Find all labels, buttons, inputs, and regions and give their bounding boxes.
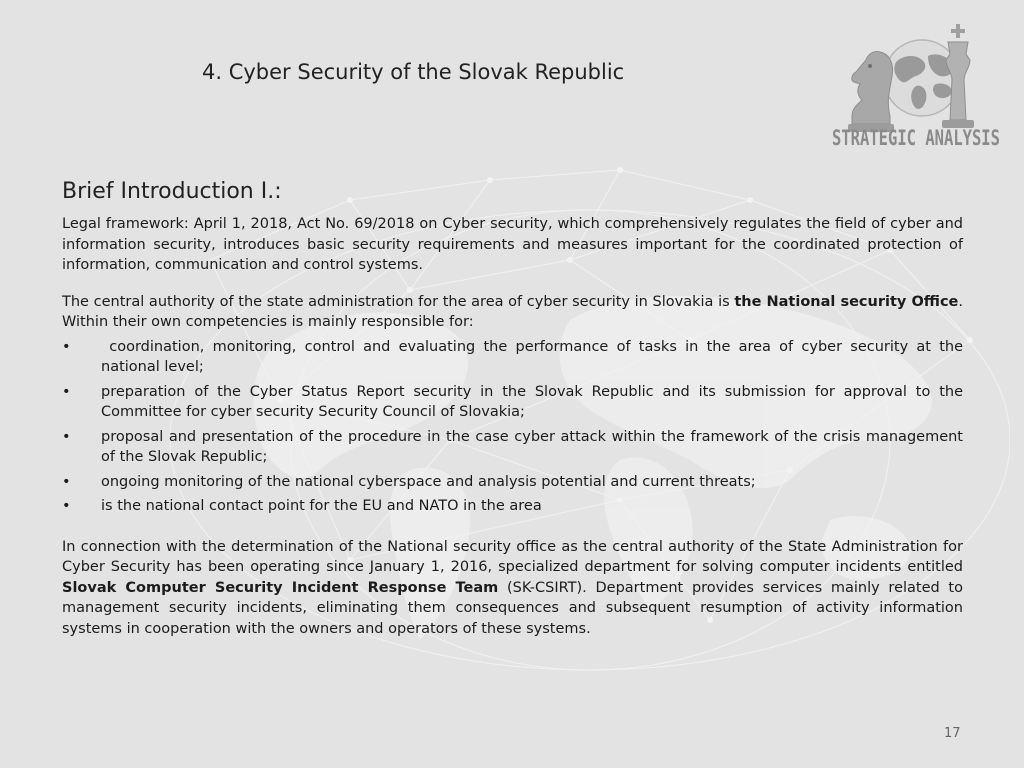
page-number: 17 [944,726,961,741]
sk-csirt-text: In connection with the determination of the National security office as the central authority of the State Administration for Cyber Security has been operating since January 1, 2016, specialized department for solving computer incidents entitled [62,538,963,575]
responsibilities-list [62,337,968,517]
list-item-text: coordination, monitoring, control and evaluating the performance of tasks in the area of cyber security at the national level; [101,338,968,375]
sk-csirt-paragraph [62,537,963,640]
slide-content [62,176,968,639]
legal-framework-paragraph: Legal framework: April 1, 2018, Act No. 69/2018 on Cyber security, which comprehensively regulates the field of cyber and information security, introduces basic security requirements and measures important for the coordinated protection of information, communication and control systems. [62,216,963,273]
spacer [62,276,963,292]
logo-text: STRATEGIC ANALYSIS [832,126,1000,151]
bullet-icon: • [62,428,71,445]
list-item [62,427,963,468]
slide-title: 4. Cyber Security of the Slovak Republic [202,60,625,84]
list-item-text: proposal and presentation of the procedure in the case cyber attack within the framework of the crisis management of the Slovak Republic; [101,428,963,465]
list-item [62,382,963,423]
spacer [62,521,963,537]
bullet-icon: • [62,473,71,490]
bullet-icon: • [62,498,71,514]
list-item-text: is the national contact point for the EU and NATO in the area [101,498,542,514]
central-authority-paragraph [62,292,963,333]
bullet-icon: • [62,383,71,400]
sk-csirt-bold: Slovak Computer Security Incident Response Team [62,579,499,596]
list-item [62,472,963,493]
section-heading: Brief Introduction I.: [62,179,282,204]
list-item-text: preparation of the Cyber Status Report security in the Slovak Republic and its submission for approval to the Committee for cyber security Security Council of Slovakia; [101,383,963,420]
sk-csirt-text-end: (SK-CSIRT). Department provides services mainly related to management security incidents, eliminating them consequences and subsequent resumption of activity information systems in cooperation with the owners and operators of these systems. [62,579,963,637]
bullet-icon: • [62,338,71,355]
list-item [62,496,963,517]
list-item-text: ongoing monitoring of the national cyberspace and analysis potential and current threats; [101,473,756,490]
list-item [62,337,968,378]
national-security-office-bold: the National security Office [734,293,959,310]
central-authority-text-end: . Within their own competencies is mainly responsible for: [62,293,963,330]
central-authority-text: The central authority of the state administration for the area of cyber security in Slovakia is [62,293,735,310]
